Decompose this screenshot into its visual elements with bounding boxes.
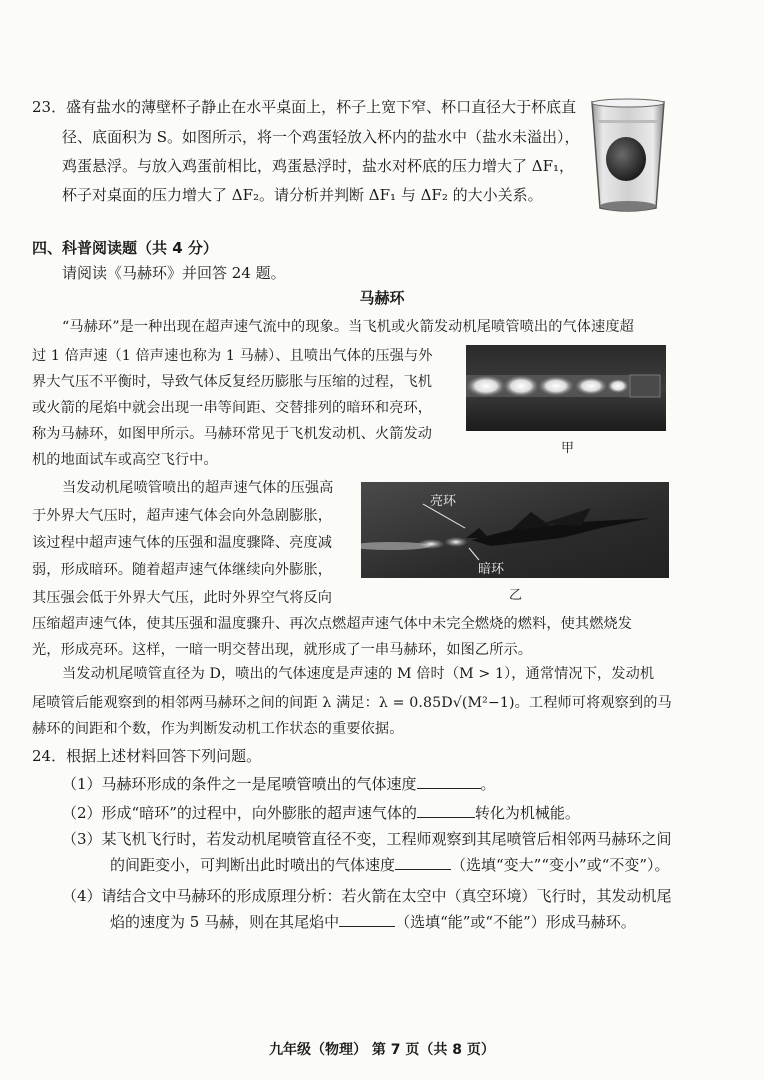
article-line: 于外界大气压时，超声速气体会向外急剧膨胀， (32, 508, 333, 524)
q24-stem: 24．根据上述材料回答下列问题。 (32, 747, 262, 765)
article-line: 光，形成亮环。这样，一暗一明交替出现，就形成了一串马赫环，如图乙所示。 (32, 642, 533, 658)
q24-item-text: （选填“变大”“变小”或“不变”）。 (451, 856, 670, 874)
q23-line-4: 杯子对桌面的压力增大了 ΔF₂。请分析并判断 ΔF₁ 与 ΔF₂ 的大小关系。 (62, 186, 543, 204)
q24-item-text: （2）形成“暗环”的过程中，向外膨胀的超声速气体的 (62, 804, 417, 822)
article-line: 界大气压不平衡时，导致气体反复经历膨胀与压缩的过程，飞机 (32, 374, 433, 390)
q23-line-1: 23．盛有盐水的薄壁杯子静止在水平桌面上，杯子上宽下窄、杯口直径大于杯底直 (32, 98, 577, 116)
article-line: 当发动机尾喷管喷出的超声速气体的压强高 (62, 480, 334, 496)
article-line: 或火箭的尾焰中就会出现一串等间距、交替排列的暗环和亮环， (32, 400, 433, 416)
q23-line-3: 鸡蛋悬浮。与放入鸡蛋前相比，鸡蛋悬浮时，盐水对杯底的压力增大了 ΔF₁， (62, 157, 575, 175)
q23-line-2: 径、底面积为 S。如图所示，将一个鸡蛋轻放入杯内的盐水中（盐水未溢出）， (62, 128, 580, 146)
article-line: 机的地面试车或高空飞行中。 (32, 452, 218, 468)
figure-jia-caption: 甲 (561, 441, 575, 456)
section-instruction: 请阅读《马赫环》并回答 24 题。 (62, 264, 286, 282)
figure-yi-jet (361, 482, 669, 578)
article-line: 尾喷管后能观察到的相邻两马赫环之间的间距 λ 满足：λ = 0.85D√(M²−1)。工程师可将观察到的马 (32, 695, 672, 711)
q24-item-3: （3）某飞机飞行时，若发动机尾喷管直径不变，工程师观察到其尾喷管后相邻两马赫环之间 (62, 830, 672, 848)
egg-icon (606, 137, 646, 181)
answer-blank-3[interactable] (395, 855, 451, 870)
article-line: 压缩超声速气体，使其压强和温度骤升、再次点燃超声速气体中未完全燃烧的燃料，使其燃烧发 (32, 616, 633, 632)
page-footer: 九年级（物理） 第 7 页（共 8 页） (269, 1042, 495, 1058)
q24-item-text: （1）马赫环形成的条件之一是尾喷管喷出的气体速度 (62, 775, 417, 793)
figure-yi-caption: 乙 (509, 588, 523, 603)
article-line: “马赫环”是一种出现在超声速气流中的现象。当飞机或火箭发动机尾喷管喷出的气体速度超 (62, 319, 634, 335)
answer-blank-1[interactable] (417, 774, 481, 789)
article-line: 赫环的间距和个数，作为判断发动机工作状态的重要依据。 (32, 721, 404, 737)
article-line: 称为马赫环，如图甲所示。马赫环常见于飞机发动机、火箭发动 (32, 426, 433, 442)
q24-item-text: 。 (480, 775, 496, 793)
article-line: 弱，形成暗环。随着超声速气体继续向外膨胀， (32, 562, 333, 578)
article-line: 当发动机尾喷管直径为 D，喷出的气体速度是声速的 M 倍时（M > 1），通常情况下，发动机 (62, 666, 655, 682)
answer-blank-2[interactable] (417, 803, 475, 818)
q24-item-4: （4）请结合文中马赫环的形成原理分析：若火箭在太空中（真空环境）飞行时，其发动机尾 (62, 887, 672, 905)
q24-item-text: 转化为机械能。 (474, 804, 580, 822)
article-line: 过 1 倍声速（1 倍声速也称为 1 马赫）、且喷出气体的压强与外 (32, 348, 433, 364)
article-title: 马赫环 (359, 289, 405, 307)
article-line: 该过程中超声速气体的压强和温度骤降、亮度减 (32, 535, 333, 551)
q24-item-1 (62, 774, 496, 794)
label-dark-ring: 暗环 (478, 562, 505, 577)
answer-blank-4[interactable] (339, 912, 395, 927)
q24-item-2 (62, 803, 580, 823)
figure-jia-mach-rings (466, 345, 666, 431)
cup-egg-figure (588, 96, 668, 214)
q24-item-text: （选填“能”或“不能”）形成马赫环。 (395, 913, 636, 931)
q24-item-4-cont (110, 912, 636, 932)
q24-item-3-cont (110, 855, 670, 875)
q24-item-text: 焰的速度为 5 马赫，则在其尾焰中 (110, 913, 340, 931)
q24-item-text: 的间距变小，可判断出此时喷出的气体速度 (110, 856, 396, 874)
article-line: 其压强会低于外界大气压，此时外界空气将反向 (32, 590, 333, 606)
section-heading: 四、科普阅读题（共 4 分） (32, 239, 218, 257)
label-bright-ring: 亮环 (430, 494, 457, 509)
